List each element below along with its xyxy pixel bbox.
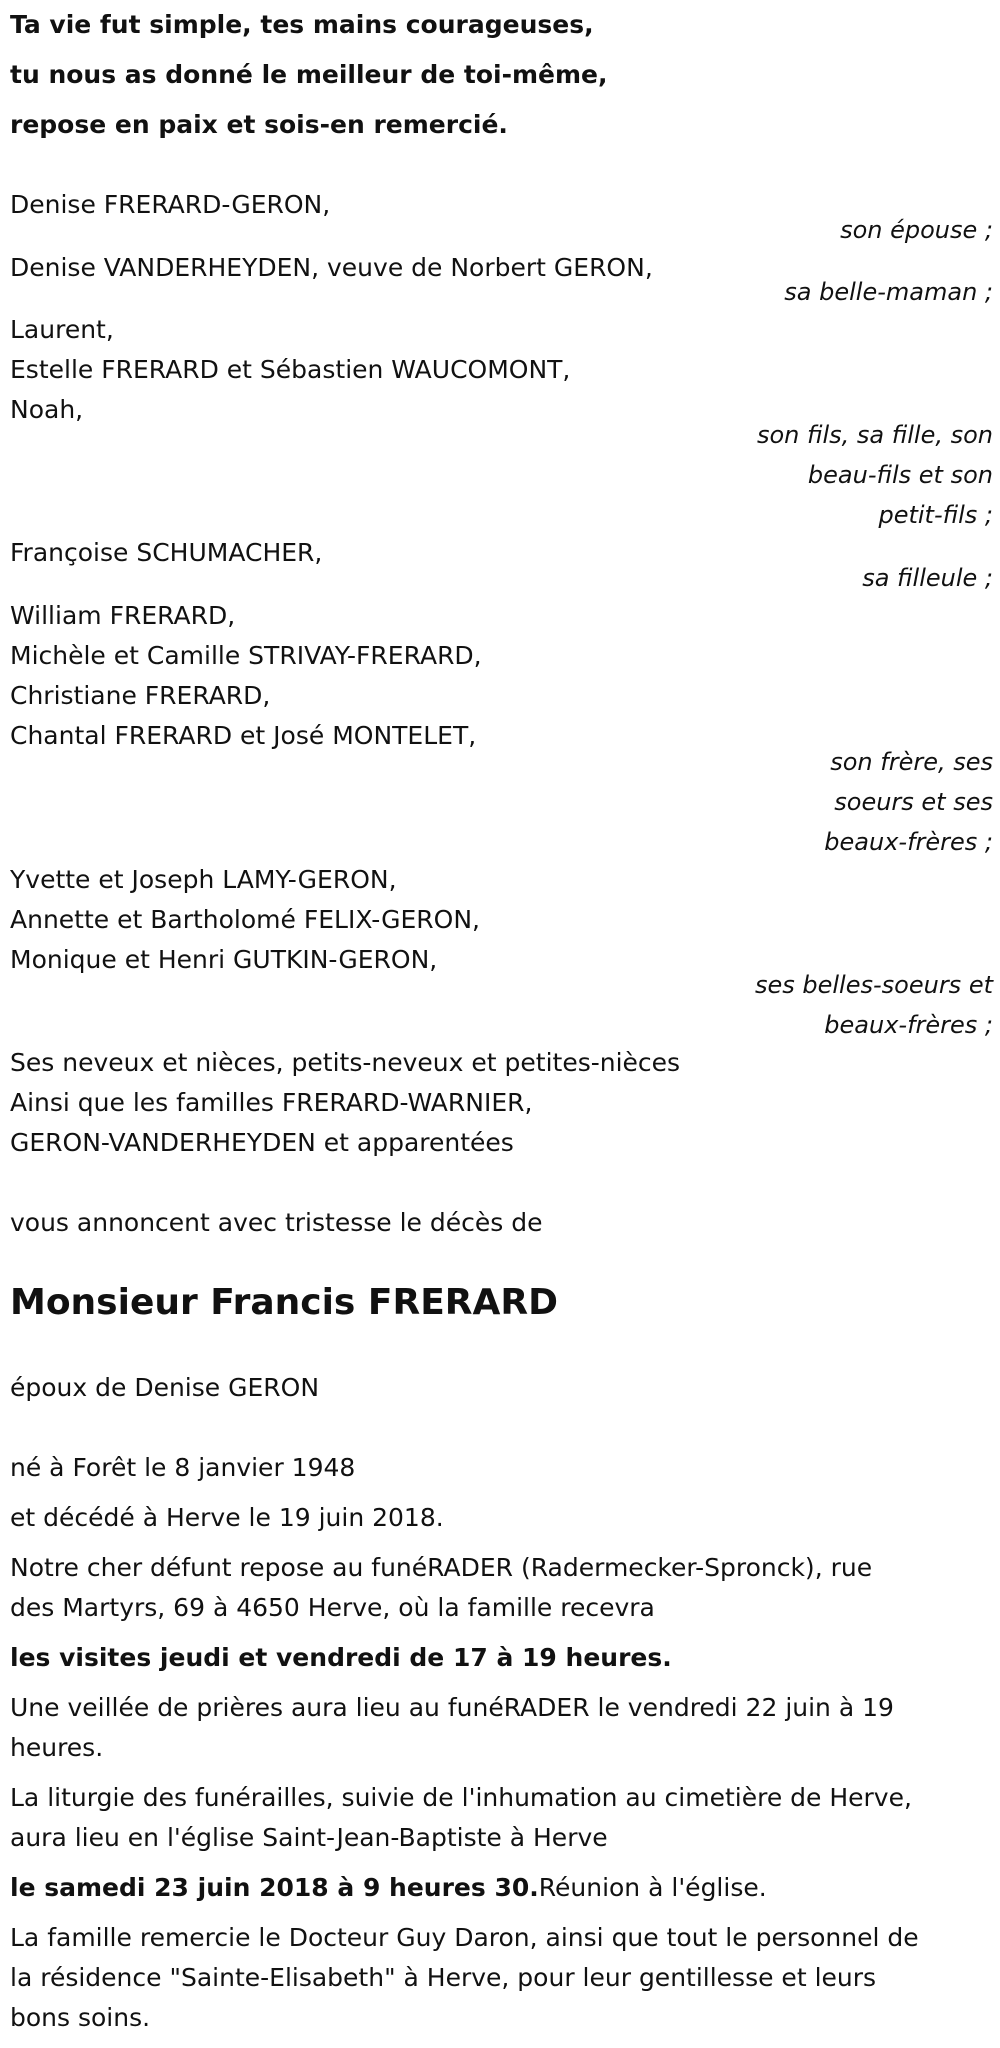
death-info: et décédé à Herve le 19 juin 2018. — [10, 1503, 444, 1532]
spouse-name: Denise FRERARD-GERON, — [10, 190, 331, 219]
spouse-role: son épouse ; — [840, 216, 993, 244]
vigil-line-2: heures. — [10, 1733, 104, 1762]
thanks-line-2: la résidence "Sainte-Elisabeth" à Herve, pour leur gentillesse et leurs — [10, 1963, 877, 1992]
announcement: vous annoncent avec tristesse le décès de — [10, 1208, 543, 1237]
in-laws-role-1: ses belles-soeurs et — [754, 971, 993, 999]
birth-info: né à Forêt le 8 janvier 1948 — [10, 1453, 356, 1482]
siblings-role-1: son frère, ses — [830, 748, 993, 776]
mother-in-law-name: Denise VANDERHEYDEN, veuve de Norbert GERON, — [10, 253, 653, 282]
deceased-name: Monsieur Francis FRERARD — [10, 1282, 558, 1323]
sibling-name-4: Chantal FRERARD et José MONTELET, — [10, 721, 477, 750]
extended-family-2: Ainsi que les familles FRERARD-WARNIER, — [10, 1088, 533, 1117]
children-role-3: petit-fils ; — [878, 501, 993, 529]
extended-family-1: Ses neveux et nièces, petits-neveux et petites-nièces — [10, 1048, 681, 1077]
in-laws-role-2: beaux-frères ; — [824, 1011, 993, 1039]
in-law-name-1: Yvette et Joseph LAMY-GERON, — [10, 865, 397, 894]
goddaughter-name: Françoise SCHUMACHER, — [10, 538, 323, 567]
child-name-1: Laurent, — [10, 315, 114, 344]
mother-in-law-role: sa belle-maman ; — [784, 278, 993, 306]
spouse-line: époux de Denise GERON — [10, 1373, 320, 1402]
in-law-name-2: Annette et Bartholomé FELIX-GERON, — [10, 905, 481, 934]
service-info — [10, 1868, 767, 1908]
liturgy-line-2: aura lieu en l'église Saint-Jean-Baptiste à Herve — [10, 1823, 608, 1852]
vigil-line-1: Une veillée de prières aura lieu au funéRADER le vendredi 22 juin à 19 — [10, 1693, 894, 1722]
child-name-3: Noah, — [10, 395, 84, 424]
sibling-name-1: William FRERARD, — [10, 601, 236, 630]
sibling-name-3: Christiane FRERARD, — [10, 681, 271, 710]
siblings-role-3: beaux-frères ; — [824, 828, 993, 856]
funeral-home-line-2: des Martyrs, 69 à 4650 Herve, où la famille recevra — [10, 1593, 655, 1622]
meeting-place: Réunion à l'église. — [538, 1873, 767, 1902]
children-role-1: son fils, sa fille, son — [756, 421, 993, 449]
thanks-line-1: La famille remercie le Docteur Guy Daron, ainsi que tout le personnel de — [10, 1923, 919, 1952]
service-date: le samedi 23 juin 2018 à 9 heures 30. — [10, 1873, 539, 1902]
in-law-name-3: Monique et Henri GUTKIN-GERON, — [10, 945, 438, 974]
thanks-line-3: bons soins. — [10, 2003, 151, 2032]
poem-line-3: repose en paix et sois-en remercié. — [10, 110, 508, 139]
funeral-home-line-1: Notre cher défunt repose au funéRADER (Radermecker-Spronck), rue — [10, 1553, 873, 1582]
visits-info: les visites jeudi et vendredi de 17 à 19 heures. — [10, 1643, 672, 1672]
children-role-2: beau-fils et son — [807, 461, 993, 489]
poem-line-2: tu nous as donné le meilleur de toi-même, — [10, 60, 608, 89]
poem-line-1: Ta vie fut simple, tes mains courageuses, — [10, 10, 594, 39]
sibling-name-2: Michèle et Camille STRIVAY-FRERARD, — [10, 641, 482, 670]
siblings-role-2: soeurs et ses — [834, 788, 993, 816]
extended-family-3: GERON-VANDERHEYDEN et apparentées — [10, 1128, 514, 1157]
child-name-2: Estelle FRERARD et Sébastien WAUCOMONT, — [10, 355, 571, 384]
goddaughter-role: sa filleule ; — [862, 564, 993, 592]
liturgy-line-1: La liturgie des funérailles, suivie de l'inhumation au cimetière de Herve, — [10, 1783, 912, 1812]
